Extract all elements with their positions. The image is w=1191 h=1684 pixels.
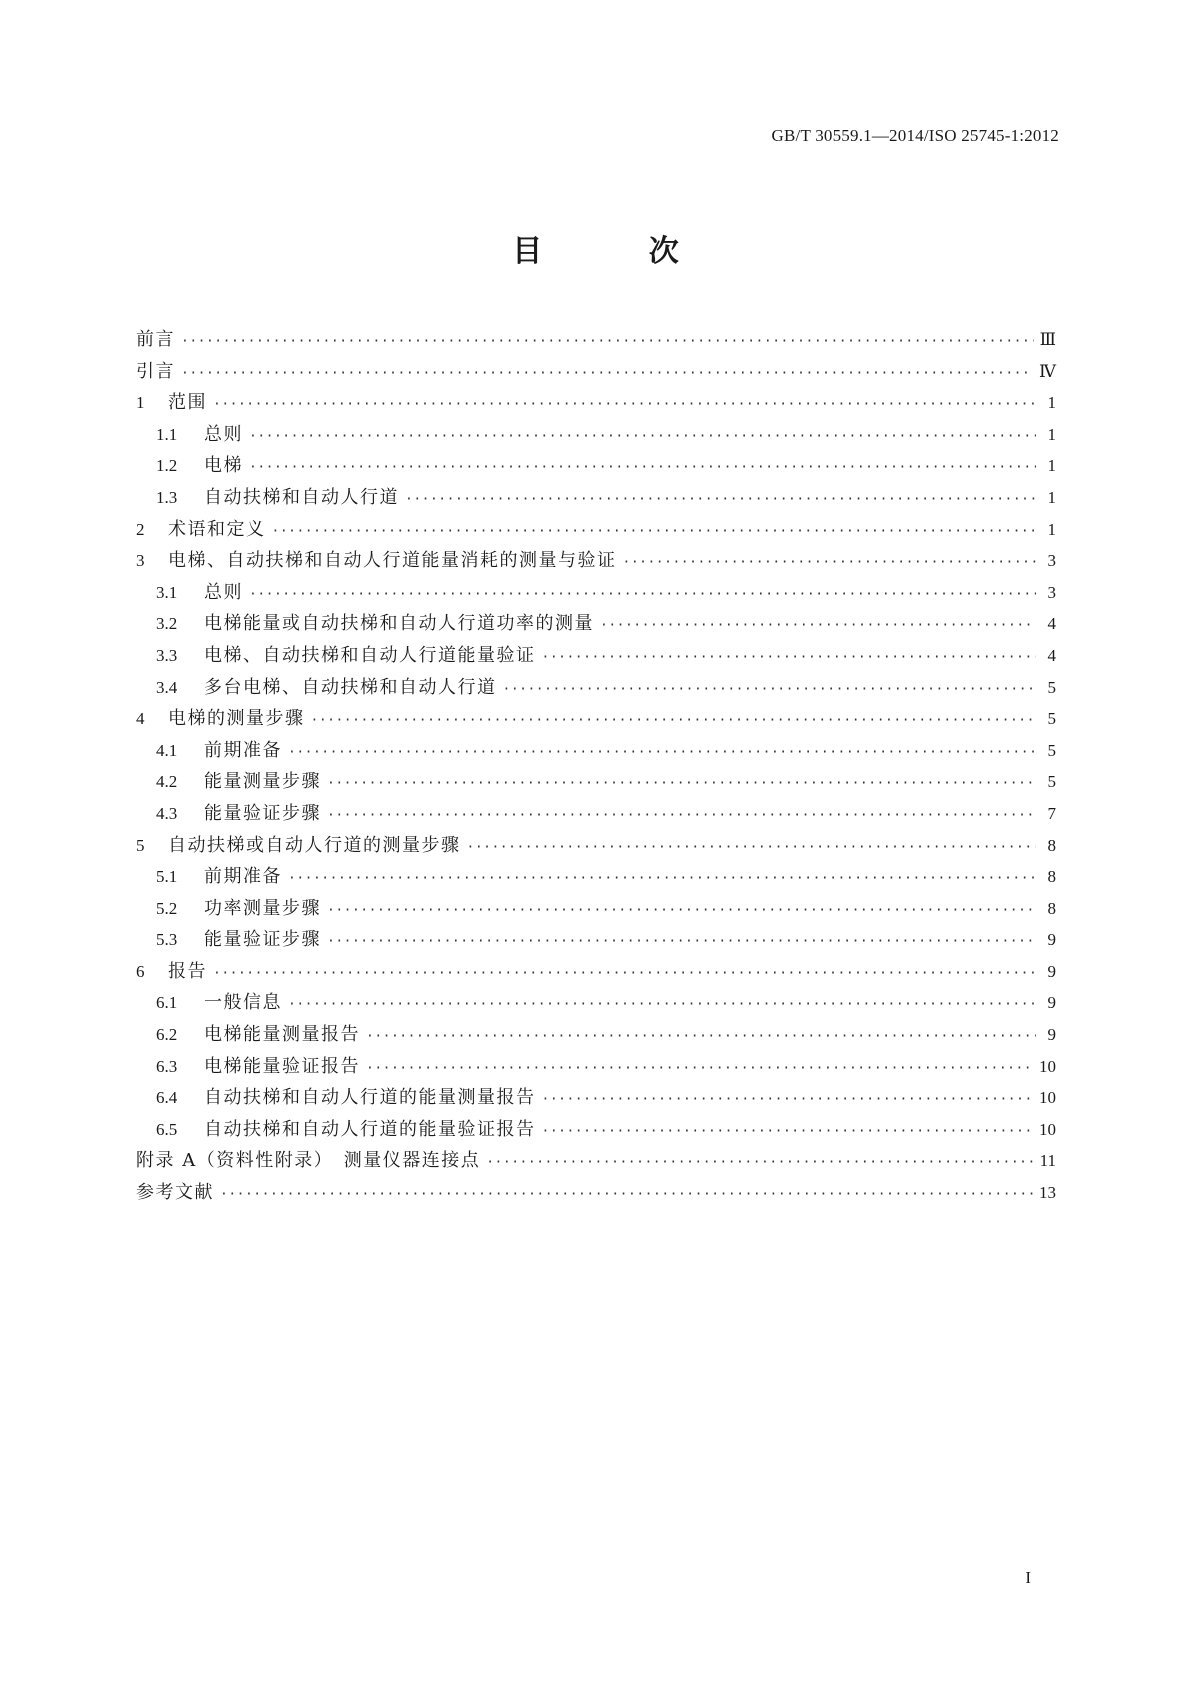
toc-entry-page: 3 — [1047, 582, 1056, 602]
toc-entry[interactable] — [136, 956, 1056, 988]
toc-dot-leader — [366, 1053, 1033, 1085]
toc-entry[interactable] — [136, 1177, 1056, 1209]
toc-entry-page: 13 — [1039, 1183, 1056, 1203]
toc-dot-leader — [249, 452, 1036, 484]
toc-entry-number: 6.5 — [156, 1119, 178, 1139]
toc-entry-number: 5.3 — [156, 930, 178, 950]
toc-entry-label: 前期准备 — [204, 866, 282, 888]
toc-entry-page: 5 — [1047, 677, 1056, 697]
toc-entry-label: 能量测量步骤 — [204, 771, 321, 793]
toc-entry[interactable] — [136, 703, 1056, 735]
toc-entry-page: 9 — [1047, 993, 1056, 1013]
toc-entry-label: 前期准备 — [204, 739, 282, 761]
toc-entry[interactable] — [136, 577, 1056, 609]
toc-dot-leader — [486, 1147, 1033, 1179]
toc-entry-number: 4.3 — [156, 803, 178, 823]
toc-dot-leader — [288, 863, 1036, 895]
toc-entry[interactable] — [136, 356, 1056, 388]
toc-entry[interactable] — [136, 1019, 1056, 1051]
toc-dot-leader — [600, 610, 1036, 642]
toc-dot-leader — [311, 705, 1037, 737]
toc-dot-leader — [249, 421, 1036, 453]
toc-entry-label: 总则 — [204, 581, 243, 603]
toc-entry-page: 10 — [1039, 1119, 1056, 1139]
toc-entry-page: 1 — [1047, 393, 1056, 413]
toc-entry-page: 7 — [1047, 803, 1056, 823]
toc-dot-leader — [366, 1021, 1036, 1053]
toc-entry-label: 附录 A（资料性附录） 测量仪器连接点 — [136, 1150, 481, 1172]
toc-entry[interactable] — [136, 893, 1056, 925]
toc-entry-page: 10 — [1039, 1056, 1056, 1076]
toc-entry-label: 一般信息 — [204, 992, 282, 1014]
toc-dot-leader — [327, 768, 1036, 800]
toc-entry[interactable] — [136, 450, 1056, 482]
toc-entry-number: 6.2 — [156, 1025, 178, 1045]
toc-entry-page: 8 — [1047, 867, 1056, 887]
toc-entry-page: 1 — [1047, 519, 1056, 539]
toc-entry[interactable] — [136, 324, 1056, 356]
toc-entry-number: 6 — [136, 961, 145, 981]
toc-entry-label: 引言 — [136, 360, 175, 382]
toc-entry-page: 11 — [1039, 1151, 1056, 1171]
toc-entry-label: 电梯能量验证报告 — [204, 1055, 360, 1077]
toc-entry-page: 9 — [1047, 1025, 1056, 1045]
toc-entry-label: 前言 — [136, 329, 175, 350]
toc-entry[interactable] — [136, 987, 1056, 1019]
toc-entry[interactable] — [136, 514, 1056, 546]
toc-entry-page: 1 — [1047, 424, 1056, 444]
toc-entry-label: 电梯的测量步骤 — [168, 708, 305, 730]
toc-entry[interactable] — [136, 640, 1056, 672]
toc-entry[interactable] — [136, 766, 1056, 798]
toc-dot-leader — [542, 1116, 1034, 1148]
toc-dot-leader — [272, 516, 1037, 548]
toc-entry-number: 2 — [136, 519, 145, 539]
toc-dot-leader — [542, 1084, 1034, 1116]
toc-dot-leader — [327, 895, 1036, 927]
toc-entry-label: 总则 — [204, 423, 243, 445]
toc-entry-label: 功率测量步骤 — [204, 897, 321, 919]
toc-entry-number: 3.3 — [156, 645, 178, 665]
toc-entry[interactable] — [136, 608, 1056, 640]
toc-entry-number: 1 — [136, 393, 145, 413]
toc-entry-number: 3.2 — [156, 614, 178, 634]
toc-entry-label: 多台电梯、自动扶梯和自动人行道 — [204, 676, 497, 698]
toc-entry-number: 5 — [136, 835, 145, 855]
toc-dot-leader — [327, 800, 1036, 832]
toc-entry-page: 1 — [1047, 456, 1056, 476]
toc-dot-leader — [542, 642, 1037, 674]
toc-entry-label: 能量验证步骤 — [204, 929, 321, 951]
toc-dot-leader — [327, 926, 1036, 958]
toc-entry-page: 5 — [1047, 772, 1056, 792]
toc-entry-label: 电梯、自动扶梯和自动人行道能量验证 — [204, 644, 536, 666]
toc-entry[interactable] — [136, 924, 1056, 956]
toc-entry-page: 4 — [1047, 645, 1056, 665]
toc-entry-page: Ⅳ — [1039, 361, 1056, 381]
toc-entry-page: 8 — [1047, 898, 1056, 918]
toc-entry-page: 8 — [1047, 835, 1056, 855]
toc-entry-number: 4.1 — [156, 740, 178, 760]
toc-dot-leader — [288, 737, 1036, 769]
toc-entry-label: 范围 — [168, 392, 207, 414]
toc-dot-leader — [467, 832, 1037, 864]
toc-entry-page: Ⅲ — [1039, 330, 1056, 349]
toc-dot-leader — [181, 326, 1034, 358]
toc-entry-label: 参考文献 — [136, 1182, 214, 1204]
toc-entry[interactable] — [136, 482, 1056, 514]
toc-entry-number: 6.1 — [156, 993, 178, 1013]
toc-entry[interactable] — [136, 419, 1056, 451]
toc-entry-label: 能量验证步骤 — [204, 802, 321, 824]
toc-entry-number: 5.2 — [156, 898, 178, 918]
toc-entry[interactable] — [136, 735, 1056, 767]
toc-dot-leader — [249, 579, 1036, 611]
toc-entry-page: 9 — [1047, 961, 1056, 981]
toc-entry[interactable] — [136, 387, 1056, 419]
toc-dot-leader — [623, 547, 1037, 579]
toc-entry[interactable] — [136, 798, 1056, 830]
toc-entry-number: 3 — [136, 551, 145, 571]
toc-dot-leader — [181, 358, 1033, 390]
toc-entry-label: 自动扶梯和自动人行道 — [204, 486, 399, 508]
toc-dot-leader — [405, 484, 1036, 516]
toc-entry-number: 1.1 — [156, 424, 178, 444]
toc-entry[interactable] — [136, 1082, 1056, 1114]
toc-dot-leader — [213, 958, 1036, 990]
toc-entry-number: 5.1 — [156, 867, 178, 887]
toc-entry-label: 电梯 — [204, 455, 243, 477]
toc-entry[interactable] — [136, 672, 1056, 704]
toc-entry-page: 1 — [1047, 487, 1056, 507]
toc-entry-number: 1.2 — [156, 456, 178, 476]
toc-entry[interactable] — [136, 1145, 1056, 1177]
toc-entry-label: 自动扶梯或自动人行道的测量步骤 — [168, 834, 461, 856]
toc-entry-label: 自动扶梯和自动人行道的能量测量报告 — [204, 1087, 536, 1109]
toc-entry-page: 10 — [1039, 1088, 1056, 1108]
toc-entry-page: 9 — [1047, 930, 1056, 950]
toc-entry-number: 1.3 — [156, 487, 178, 507]
toc-dot-leader — [503, 674, 1037, 706]
toc-entry-number: 6.4 — [156, 1088, 178, 1108]
toc-dot-leader — [213, 389, 1036, 421]
toc-entry-number: 4 — [136, 709, 145, 729]
toc-entry-number: 6.3 — [156, 1056, 178, 1076]
toc-entry-number: 3.1 — [156, 582, 178, 602]
toc-entry-label: 术语和定义 — [168, 518, 266, 540]
toc-entry[interactable] — [136, 545, 1056, 577]
toc-entry[interactable] — [136, 1051, 1056, 1083]
toc-entry-label: 电梯能量或自动扶梯和自动人行道功率的测量 — [204, 613, 594, 635]
toc-entry-page: 5 — [1047, 740, 1056, 760]
toc-entry-page: 4 — [1047, 614, 1056, 634]
toc-dot-leader — [288, 989, 1036, 1021]
toc-entry-label: 电梯、自动扶梯和自动人行道能量消耗的测量与验证 — [168, 550, 617, 572]
toc-entry-number: 4.2 — [156, 772, 178, 792]
toc-entry[interactable] — [136, 1114, 1056, 1146]
toc-entry-label: 报告 — [168, 960, 207, 982]
page-title: 目 次 — [512, 234, 727, 269]
toc-entry-label: 自动扶梯和自动人行道的能量验证报告 — [204, 1118, 536, 1140]
toc-entry-page: 3 — [1047, 551, 1056, 571]
toc-entry-page: 5 — [1047, 709, 1056, 729]
standard-code: GB/T 30559.1—2014/ISO 25745-1:2012 — [771, 126, 1059, 145]
page-number: I — [1025, 1568, 1031, 1587]
toc-entry[interactable] — [136, 861, 1056, 893]
table-of-contents — [136, 324, 1056, 1209]
toc-entry-number: 3.4 — [156, 677, 178, 697]
toc-dot-leader — [220, 1179, 1033, 1211]
toc-entry[interactable] — [136, 830, 1056, 862]
toc-entry-label: 电梯能量测量报告 — [204, 1024, 360, 1046]
